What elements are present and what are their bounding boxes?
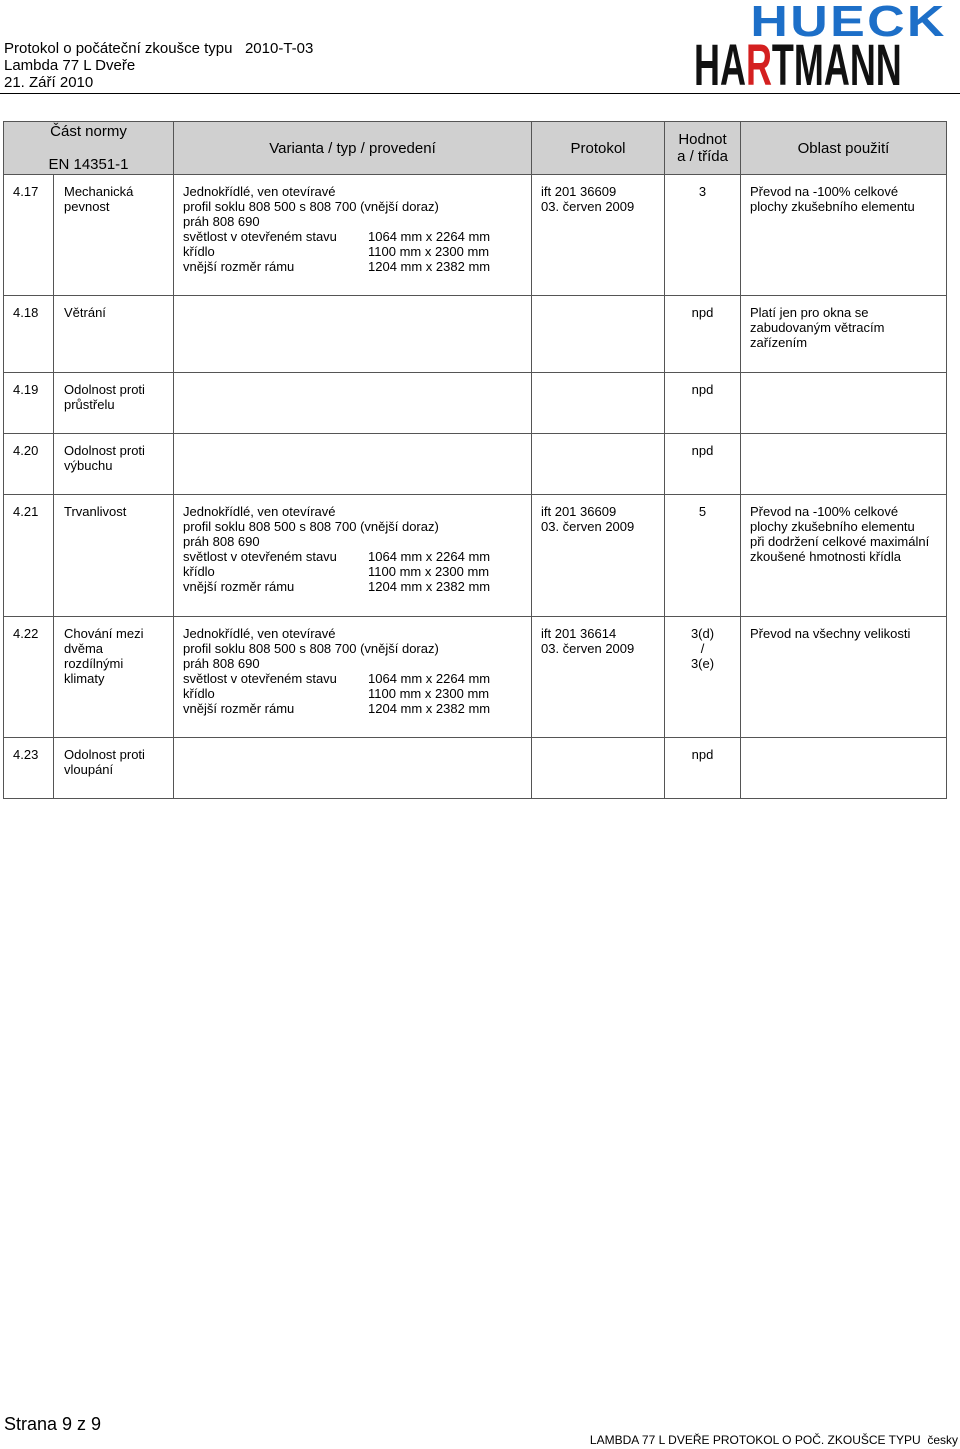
header-value-class — [665, 122, 741, 175]
clause-number: 4.21 — [4, 495, 54, 617]
scope-line: zkoušené hmotnosti křídla — [750, 549, 902, 564]
variant-label: světlost v otevřeném stavu — [183, 671, 337, 686]
clause-name-line: rozdílnými — [64, 656, 124, 671]
clause-name-line: klimaty — [64, 671, 105, 686]
clause-name — [54, 738, 174, 799]
variant-label: křídlo — [183, 686, 215, 701]
protocol-cell — [532, 738, 665, 799]
scope-cell — [741, 175, 947, 296]
variant-value: 1204 mm x 2382 mm — [368, 701, 491, 716]
protocol-cell — [532, 434, 665, 495]
variant-label: profil soklu 808 500 s 808 700 (vnější doraz) — [183, 519, 439, 534]
variant-label: křídlo — [183, 564, 215, 579]
clause-name — [54, 495, 174, 617]
value-class-line: / — [700, 641, 705, 656]
value-class-line: 3 — [698, 184, 707, 199]
variant-cell — [174, 434, 532, 495]
value-class-cell — [665, 738, 741, 799]
scope-line: při dodržení celkové maximální — [750, 534, 930, 549]
variant-line — [183, 579, 527, 594]
table-body — [4, 175, 947, 799]
header-divider — [0, 93, 960, 94]
protocol-line: 03. červen 2009 — [541, 641, 635, 656]
variant-cell — [174, 296, 532, 373]
header-scope: Oblast použití — [741, 122, 947, 175]
scope-line: zařízením — [750, 335, 808, 350]
clause-number: 4.22 — [4, 617, 54, 738]
variant-label: profil soklu 808 500 s 808 700 (vnější doraz) — [183, 199, 439, 214]
clause-name-line: výbuchu — [64, 458, 113, 473]
header-variant: Varianta / typ / provedení — [174, 122, 532, 175]
scope-cell — [741, 434, 947, 495]
protocol-cell — [532, 495, 665, 617]
variant-line — [183, 686, 527, 701]
variant-value: 1100 mm x 2300 mm — [368, 564, 490, 579]
scope-line: Převod na -100% celkové — [750, 184, 899, 199]
variant-line — [183, 244, 527, 259]
value-class-line: npd — [691, 305, 714, 320]
page-number: Strana 9 z 9 — [4, 1414, 102, 1434]
scope-cell — [741, 738, 947, 799]
scope-cell — [741, 617, 947, 738]
variant-line — [183, 259, 527, 274]
variant-label: vnější rozměr rámu — [183, 259, 295, 274]
protocol-line: ift 201 36614 — [541, 626, 617, 641]
header-text-block — [4, 40, 313, 91]
variant-value: 1064 mm x 2264 mm — [368, 671, 491, 686]
clause-number: 4.20 — [4, 434, 54, 495]
product-name: Lambda 77 L Dveře — [4, 57, 136, 74]
variant-cell — [174, 738, 532, 799]
clause-name — [54, 617, 174, 738]
protocol-cell — [532, 296, 665, 373]
clause-name-line: dvěma — [64, 641, 104, 656]
table-row — [4, 373, 947, 434]
document-date: 21. Září 2010 — [4, 74, 94, 91]
variant-line — [183, 671, 527, 686]
variant-value: 1064 mm x 2264 mm — [368, 229, 491, 244]
table-row — [4, 175, 947, 296]
variant-line — [183, 229, 527, 244]
value-class-line: npd — [691, 747, 714, 762]
scope-line: Převod na -100% celkové — [750, 504, 899, 519]
variant-cell — [174, 175, 532, 296]
variant-label: vnější rozměr rámu — [183, 579, 295, 594]
variant-cell — [174, 617, 532, 738]
scope-line: plochy zkušebního elementu — [750, 199, 915, 214]
value-class-cell — [665, 373, 741, 434]
clause-name-line: Chování mezi — [64, 626, 144, 641]
header-part-line1: Část normy — [50, 123, 127, 140]
variant-label: práh 808 690 — [183, 656, 260, 671]
clause-number: 4.18 — [4, 296, 54, 373]
value-class-cell — [665, 175, 741, 296]
hueck-hartmann-logo — [694, 0, 956, 98]
table-row — [4, 434, 947, 495]
scope-cell — [741, 373, 947, 434]
variant-cell — [174, 373, 532, 434]
table-row — [4, 738, 947, 799]
header-value-line1: Hodnot — [678, 131, 727, 148]
variant-cell — [174, 495, 532, 617]
variant-value: 1100 mm x 2300 mm — [368, 244, 490, 259]
clause-number: 4.19 — [4, 373, 54, 434]
table-row — [4, 617, 947, 738]
value-class-cell — [665, 296, 741, 373]
variant-line — [183, 519, 527, 534]
variant-value: 1100 mm x 2300 mm — [368, 686, 490, 701]
variant-value: 1064 mm x 2264 mm — [368, 549, 491, 564]
page-header — [0, 0, 960, 96]
protocol-cell — [532, 373, 665, 434]
clause-name-line: Odolnost proti — [64, 382, 145, 397]
value-class-line: 3(e) — [690, 656, 715, 671]
variant-label: světlost v otevřeném stavu — [183, 229, 337, 244]
logo-bottom-text — [694, 33, 956, 98]
clause-name — [54, 296, 174, 373]
variant-line — [183, 564, 527, 579]
protocol-line: ift 201 36609 — [541, 504, 617, 519]
value-class-line: npd — [691, 382, 714, 397]
test-results-table — [3, 121, 947, 799]
protocol-cell — [532, 617, 665, 738]
scope-line: zabudovaným větracím — [750, 320, 885, 335]
value-class-cell — [665, 617, 741, 738]
header-standard-part — [4, 122, 174, 175]
value-class-line: 3(d) — [690, 626, 715, 641]
clause-number: 4.23 — [4, 738, 54, 799]
variant-label: Jednokřídlé, ven otevíravé — [183, 626, 336, 641]
clause-name — [54, 175, 174, 296]
protocol-line: 03. červen 2009 — [541, 519, 635, 534]
table-row — [4, 495, 947, 617]
variant-line — [183, 656, 527, 671]
protocol-line: ift 201 36609 — [541, 184, 617, 199]
variant-label: světlost v otevřeném stavu — [183, 549, 337, 564]
variant-line — [183, 199, 527, 214]
value-class-cell — [665, 434, 741, 495]
clause-number: 4.17 — [4, 175, 54, 296]
value-class-cell — [665, 495, 741, 617]
variant-label: práh 808 690 — [183, 534, 260, 549]
scope-cell — [741, 495, 947, 617]
clause-name-line: průstřelu — [64, 397, 115, 412]
variant-line — [183, 701, 527, 716]
table-row — [4, 296, 947, 373]
clause-name — [54, 434, 174, 495]
table-header-row — [4, 122, 947, 175]
value-class-line: npd — [691, 443, 714, 458]
header-part-line2: EN 14351-1 — [48, 156, 129, 173]
variant-line — [183, 214, 527, 229]
variant-label: Jednokřídlé, ven otevíravé — [183, 184, 336, 199]
variant-line — [183, 504, 527, 519]
logo-bottom-word: HARTMANN — [694, 33, 902, 98]
protocol-line: 03. červen 2009 — [541, 199, 635, 214]
variant-label: křídlo — [183, 244, 215, 259]
clause-name — [54, 373, 174, 434]
document-title: Protokol o počáteční zkoušce typu 2010-T-03 — [4, 40, 314, 57]
clause-name-line: Mechanická — [64, 184, 134, 199]
variant-label: práh 808 690 — [183, 214, 260, 229]
clause-name-line: Odolnost proti — [64, 747, 145, 762]
variant-line — [183, 534, 527, 549]
header-value-line2: a / třída — [677, 148, 728, 165]
clause-name-line: pevnost — [64, 199, 110, 214]
variant-line — [183, 549, 527, 564]
clause-name-line: Odolnost proti — [64, 443, 145, 458]
clause-name-line: Trvanlivost — [64, 504, 127, 519]
value-class-line: 5 — [698, 504, 707, 519]
variant-line — [183, 641, 527, 656]
clause-name-line: Větrání — [64, 305, 106, 320]
scope-line: Převod na všechny velikosti — [750, 626, 911, 641]
clause-name-line: vloupání — [64, 762, 114, 777]
footer-document-name: LAMBDA 77 L DVEŘE PROTOKOL O POČ. ZKOUŠCE TYPU česky — [589, 1433, 958, 1447]
scope-line: Platí jen pro okna se — [750, 305, 869, 320]
variant-line — [183, 184, 527, 199]
logo-top-text: HUECK — [750, 0, 947, 46]
header-protocol: Protokol — [532, 122, 665, 175]
variant-label: Jednokřídlé, ven otevíravé — [183, 504, 336, 519]
variant-value: 1204 mm x 2382 mm — [368, 579, 491, 594]
variant-label: profil soklu 808 500 s 808 700 (vnější doraz) — [183, 641, 439, 656]
scope-line: plochy zkušebního elementu — [750, 519, 915, 534]
protocol-cell — [532, 175, 665, 296]
variant-label: vnější rozměr rámu — [183, 701, 295, 716]
variant-line — [183, 626, 527, 641]
scope-cell — [741, 296, 947, 373]
variant-value: 1204 mm x 2382 mm — [368, 259, 491, 274]
